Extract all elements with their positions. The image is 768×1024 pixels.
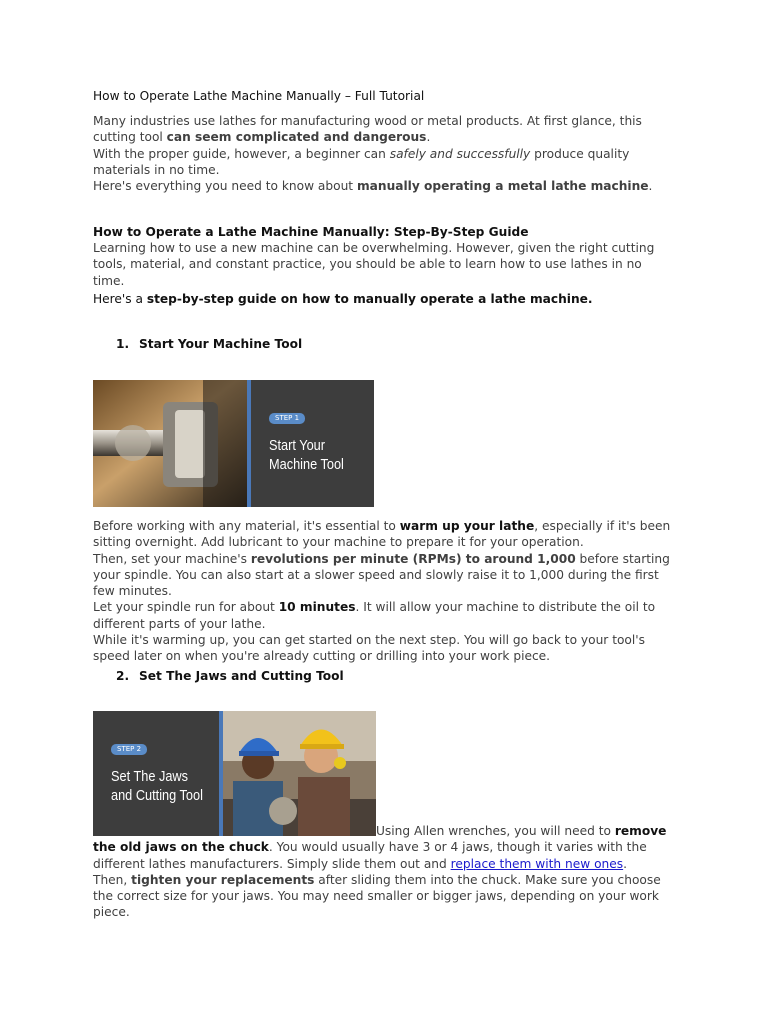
step-1-caption <box>269 436 344 474</box>
step-1-text: before starting your spindle. You can also start at a slower speed and slowly raise it to 1,000 during the first few minutes. <box>93 551 670 599</box>
step-2-emphasis: remove the old jaws on the chuck <box>93 824 667 855</box>
step-1-text: Before working with any material, it's essential to <box>93 519 400 533</box>
step-1-title: Start Your Machine Tool <box>139 337 303 351</box>
step-1-body <box>93 518 673 665</box>
intro-text: . <box>426 130 431 145</box>
step-2-text: Using Allen wrenches, you will need to <box>376 824 615 838</box>
intro-paragraph <box>93 113 673 194</box>
doc-title: How to Operate Lathe Machine Manually – Full Tutorial <box>93 89 425 103</box>
step-2-image <box>93 711 376 836</box>
step-1-text: Then, set your machine's <box>93 551 251 566</box>
step-1-caption-line: Start Your <box>269 437 326 454</box>
step-2-title: Set The Jaws and Cutting Tool <box>139 669 344 683</box>
intro-text: . <box>648 179 653 194</box>
step-1-number: 1. <box>116 337 130 351</box>
step-1-text: , especially if it's been sitting overnight. Add lubricant to your machine to prepare it for your operation. <box>93 519 671 550</box>
intro-emphasis: can seem complicated and dangerous <box>166 130 427 145</box>
replace-jaws-link[interactable]: replace them with new ones <box>450 856 624 871</box>
step-1-image <box>93 380 374 507</box>
step-2-caption-line: and Cutting Tool <box>111 787 203 804</box>
step-1-text: . It will allow your machine to distribute the oil to different parts of your lathe. <box>93 600 656 631</box>
step-1-emphasis: warm up your lathe <box>399 519 535 533</box>
intro-text: Many industries use lathes for manufacturing wood or metal products. At first glance, this cutting tool <box>93 114 642 145</box>
step-1-heading <box>116 336 302 352</box>
step-1-emphasis: revolutions per minute (RPMs) to around 1,000 <box>250 551 576 566</box>
section-paragraph: Learning how to use a new machine can be overwhelming. However, given the right cutting tools, material, and constant practice, you should be able to learn how to use lathes in no time. <box>93 241 655 288</box>
step-2-text: . <box>623 856 627 871</box>
step-1-text: Let your spindle run for about <box>93 600 279 615</box>
step-2-caption <box>111 767 203 805</box>
intro-text: produce quality materials in no time. <box>93 146 630 177</box>
step-2-body <box>93 823 673 921</box>
step-2-text: after sliding them into the chuck. Make sure you choose the correct size for your jaws. You may need smaller or bigger jaws, depending on your work piece. <box>93 872 661 920</box>
step-1-badge: STEP 1 <box>269 413 305 424</box>
step-2-text: . You would usually have 3 or 4 jaws, though it varies with the different lathes manufacturers. Simply slide them out and <box>93 840 647 871</box>
step-2-number: 2. <box>116 669 130 683</box>
step-2-text: Then, <box>93 872 132 887</box>
intro-text: With the proper guide, however, a beginner can <box>93 146 390 161</box>
step-1-text: While it's warming up, you can get started on the next step. You will go back to your tool's speed later on when you're already cutting or drilling into your work piece. <box>93 633 645 664</box>
guide-intro-text: Here's a <box>93 292 147 306</box>
step-1-caption-line: Machine Tool <box>269 456 344 473</box>
intro-italic: safely and successfully <box>389 146 531 161</box>
guide-intro <box>93 291 673 307</box>
section-heading: How to Operate a Lathe Machine Manually: Step-By-Step Guide <box>93 225 529 239</box>
guide-intro-emphasis: step-by-step guide on how to manually operate a lathe machine. <box>146 292 593 306</box>
step-2-badge: STEP 2 <box>111 744 147 755</box>
step-2-caption-line: Set The Jaws <box>111 768 189 785</box>
step-2-emphasis: tighten your replacements <box>131 872 315 887</box>
step-2-heading <box>116 668 344 684</box>
intro-text: Here's everything you need to know about <box>93 179 357 194</box>
intro-emphasis: manually operating a metal lathe machine <box>356 179 649 194</box>
step-1-emphasis: 10 minutes <box>278 600 356 615</box>
